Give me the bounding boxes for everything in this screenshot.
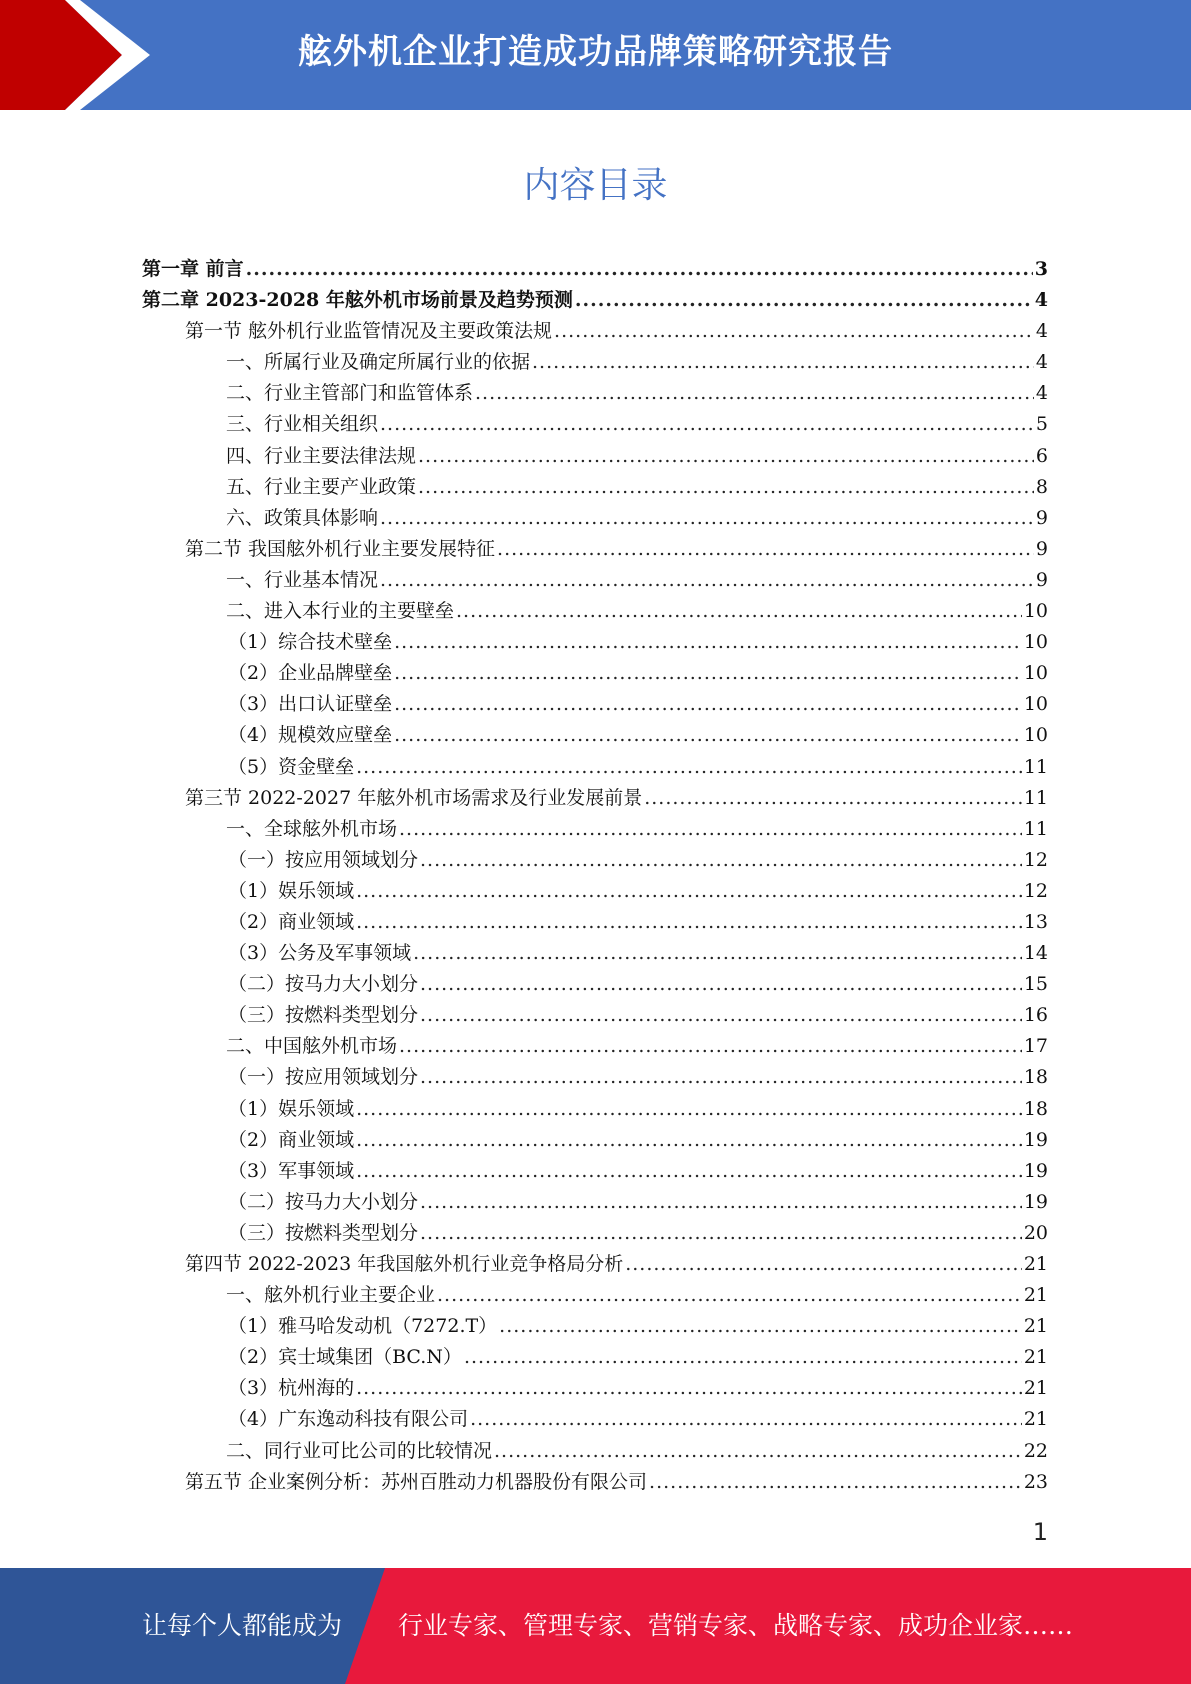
toc-dot-leader <box>413 938 1022 969</box>
toc-dot-leader <box>399 814 1022 845</box>
toc-dot-leader <box>418 441 1034 472</box>
toc-entry-page: 8 <box>1035 475 1048 498</box>
toc-dot-leader <box>418 472 1034 503</box>
toc-dot-leader <box>497 534 1034 565</box>
toc-entry-label: 第一节 舷外机行业监管情况及主要政策法规 <box>185 320 553 343</box>
toc-entry-page: 5 <box>1035 413 1048 436</box>
toc-entry-page: 10 <box>1023 631 1048 654</box>
toc-entry-label: （3）公务及军事领域 <box>228 942 412 965</box>
toc-entry-page: 23 <box>1023 1470 1048 1493</box>
toc-dot-leader <box>356 876 1022 907</box>
toc-entry-label: 一、全球舷外机市场 <box>226 817 398 840</box>
toc-entry[interactable] <box>142 1062 1048 1093</box>
toc-entry-page: 19 <box>1023 1128 1048 1151</box>
toc-entry-label: 第一章 前言 <box>142 258 244 280</box>
toc-entry-label: 一、舷外机行业主要企业 <box>226 1284 436 1307</box>
toc-entry-label: （4）规模效应壁垒 <box>228 724 393 747</box>
toc-entry-label: （二）按马力大小划分 <box>228 973 419 996</box>
toc-entry-page: 9 <box>1035 568 1048 591</box>
toc-dot-leader <box>246 254 1033 285</box>
toc-entry-label: （1）娱乐领域 <box>228 879 355 902</box>
toc-entry-label: （2）商业领域 <box>228 910 355 933</box>
toc-entry-label: （3）杭州海的 <box>228 1377 355 1400</box>
toc-entry-page: 19 <box>1023 1159 1048 1182</box>
toc-dot-leader <box>380 565 1034 596</box>
toc-heading: 内容目录 <box>523 165 668 206</box>
toc-entry-label: （一）按应用领域划分 <box>228 848 419 871</box>
footer-banner <box>0 1568 1191 1684</box>
toc-entry[interactable] <box>142 1436 1048 1467</box>
toc-dot-leader <box>356 752 1022 783</box>
toc-entry-label: （1）雅马哈发动机（7272.T） <box>228 1315 498 1338</box>
toc-entry-label: （三）按燃料类型划分 <box>228 1004 419 1027</box>
toc-entry[interactable] <box>142 254 1048 285</box>
toc-entry-label: 二、进入本行业的主要壁垒 <box>226 600 455 623</box>
toc-entry-label: （三）按燃料类型划分 <box>228 1221 419 1244</box>
toc-entry-page: 3 <box>1034 258 1048 280</box>
toc-entry[interactable] <box>142 503 1048 534</box>
toc-entry[interactable] <box>142 752 1048 783</box>
toc-dot-leader <box>399 1031 1022 1062</box>
toc-entry-page: 18 <box>1023 1066 1048 1089</box>
toc-entry-label: 一、所属行业及确定所属行业的依据 <box>226 351 531 374</box>
toc-entry[interactable] <box>142 565 1048 596</box>
toc-entry-page: 4 <box>1035 382 1048 405</box>
toc-dot-leader <box>470 1404 1022 1435</box>
toc-dot-leader <box>356 1156 1022 1187</box>
toc-entry[interactable] <box>142 689 1048 720</box>
toc-entry-page: 9 <box>1035 506 1048 529</box>
toc-entry-label: 第五节 企业案例分析：苏州百胜动力机器股份有限公司 <box>185 1470 648 1493</box>
toc-entry-label: （一）按应用领域划分 <box>228 1066 419 1089</box>
toc-dot-leader <box>394 658 1022 689</box>
toc-entry[interactable] <box>142 285 1048 316</box>
toc-entry-label: 二、中国舷外机市场 <box>226 1035 398 1058</box>
toc-entry-page: 18 <box>1023 1097 1048 1120</box>
toc-entry-page: 14 <box>1023 942 1048 965</box>
toc-entry-page: 10 <box>1023 600 1048 623</box>
toc-dot-leader <box>380 409 1034 440</box>
toc-dot-leader <box>356 907 1022 938</box>
toc-entry-page: 21 <box>1023 1253 1048 1275</box>
toc-entry[interactable] <box>142 783 1048 814</box>
toc-entry-label: 第二章 2023-2028 年舷外机市场前景及趋势预测 <box>142 289 573 312</box>
toc-entry[interactable] <box>142 1187 1048 1218</box>
toc-entry[interactable] <box>142 1280 1048 1311</box>
toc-entry-label: 一、行业基本情况 <box>226 568 379 591</box>
toc-entry-label: 六、政策具体影响 <box>226 506 379 529</box>
toc-entry-page: 10 <box>1023 724 1048 747</box>
toc-entry[interactable] <box>142 347 1048 378</box>
toc-entry[interactable] <box>142 1156 1048 1187</box>
footer-slogan-right: 行业专家、管理专家、营销专家、战略专家、成功企业家…… <box>398 1611 1074 1640</box>
toc-entry[interactable] <box>142 1218 1048 1249</box>
toc-entry[interactable] <box>142 1031 1048 1062</box>
toc-entry-label: （2）企业品牌壁垒 <box>228 662 393 685</box>
toc-entry[interactable] <box>142 627 1048 658</box>
toc-entry-page: 11 <box>1023 755 1048 778</box>
toc-entry-page: 20 <box>1023 1221 1048 1244</box>
toc-entry-page: 4 <box>1035 351 1048 374</box>
toc-entry[interactable] <box>142 1342 1048 1373</box>
toc-entry-page: 19 <box>1023 1190 1048 1213</box>
toc-entry-label: （1）娱乐领域 <box>228 1097 355 1120</box>
toc-dot-leader <box>575 285 1033 316</box>
toc-entry-label: （3）军事领域 <box>228 1159 355 1182</box>
toc-entry-page: 4 <box>1034 289 1048 312</box>
toc-dot-leader <box>394 627 1022 658</box>
toc-dot-leader <box>420 1000 1022 1031</box>
report-title: 舷外机企业打造成功品牌策略研究报告 <box>298 32 893 72</box>
toc-dot-leader <box>456 596 1022 627</box>
toc-dot-leader <box>554 316 1034 347</box>
toc-dot-leader <box>649 1467 1022 1498</box>
toc-entry-page: 21 <box>1023 1346 1048 1369</box>
toc-entry[interactable] <box>142 845 1048 876</box>
toc-entry-page: 13 <box>1023 910 1048 933</box>
toc-entry-page: 21 <box>1023 1377 1048 1400</box>
toc-dot-leader <box>420 969 1022 1000</box>
toc-entry-label: （5）资金壁垒 <box>228 755 355 778</box>
toc-entry-label: （1）综合技术壁垒 <box>228 631 393 654</box>
toc-entry[interactable] <box>142 378 1048 409</box>
toc-entry-page: 22 <box>1023 1439 1048 1462</box>
toc-entry-label: 五、行业主要产业政策 <box>226 475 417 498</box>
toc-entry-page: 21 <box>1023 1315 1048 1338</box>
toc-entry[interactable] <box>142 1311 1048 1342</box>
toc-entry-label: 第二节 我国舷外机行业主要发展特征 <box>185 537 496 560</box>
toc-entry-page: 16 <box>1023 1004 1048 1027</box>
toc-entry-page: 15 <box>1023 973 1048 996</box>
page-number: 1 <box>1032 1518 1048 1546</box>
toc-entry[interactable] <box>142 938 1048 969</box>
toc-dot-leader <box>475 378 1034 409</box>
toc-dot-leader <box>356 1094 1022 1125</box>
toc-entry-page: 21 <box>1023 1408 1048 1431</box>
chevron-arrow-icon <box>0 0 160 110</box>
header-banner <box>0 0 1191 110</box>
toc-dot-leader <box>394 720 1022 751</box>
toc-entry[interactable] <box>142 1404 1048 1435</box>
toc-entry-page: 12 <box>1023 848 1048 871</box>
toc-entry[interactable] <box>142 969 1048 1000</box>
toc-dot-leader <box>420 1062 1022 1093</box>
toc-entry-page: 17 <box>1023 1035 1048 1058</box>
toc-entry[interactable] <box>142 1467 1048 1498</box>
table-of-contents <box>142 254 1048 1498</box>
toc-entry[interactable] <box>142 1249 1048 1280</box>
toc-dot-leader <box>420 1218 1022 1249</box>
toc-entry[interactable] <box>142 814 1048 845</box>
toc-entry-page: 11 <box>1023 786 1048 809</box>
toc-entry-label: 二、行业主管部门和监管体系 <box>226 382 474 405</box>
toc-dot-leader <box>499 1311 1022 1342</box>
toc-entry-page: 6 <box>1035 444 1048 467</box>
toc-entry-page: 4 <box>1035 320 1048 343</box>
toc-entry[interactable] <box>142 907 1048 938</box>
toc-entry-label: （二）按马力大小划分 <box>228 1190 419 1213</box>
toc-dot-leader <box>420 1187 1022 1218</box>
toc-entry-label: （2）商业领域 <box>228 1128 355 1151</box>
toc-entry[interactable] <box>142 534 1048 565</box>
toc-entry-page: 10 <box>1023 693 1048 716</box>
toc-entry-label: （3）出口认证壁垒 <box>228 693 393 716</box>
toc-entry-page: 21 <box>1023 1284 1048 1307</box>
toc-entry[interactable] <box>142 876 1048 907</box>
toc-dot-leader <box>532 347 1034 378</box>
toc-entry[interactable] <box>142 1373 1048 1404</box>
toc-dot-leader <box>625 1249 1022 1280</box>
toc-entry-page: 10 <box>1023 662 1048 685</box>
toc-entry-label: 二、同行业可比公司的比较情况 <box>226 1439 493 1462</box>
toc-entry[interactable] <box>142 658 1048 689</box>
toc-dot-leader <box>494 1436 1022 1467</box>
toc-entry-label: （4）广东逸动科技有限公司 <box>228 1408 469 1431</box>
toc-dot-leader <box>394 689 1022 720</box>
toc-entry-label: （2）宾士域集团（BC.N） <box>228 1346 462 1369</box>
toc-dot-leader <box>464 1342 1022 1373</box>
toc-dot-leader <box>356 1373 1022 1404</box>
toc-entry[interactable] <box>142 472 1048 503</box>
toc-entry-page: 9 <box>1035 537 1048 560</box>
toc-entry-label: 四、行业主要法律法规 <box>226 444 417 467</box>
toc-dot-leader <box>437 1280 1022 1311</box>
footer-slogan-left: 让每个人都能成为 <box>142 1611 343 1640</box>
toc-entry-label: 第三节 2022-2027 年舷外机市场需求及行业发展前景 <box>185 786 643 809</box>
toc-entry-page: 11 <box>1023 817 1048 840</box>
toc-entry[interactable] <box>142 441 1048 472</box>
toc-dot-leader <box>420 845 1022 876</box>
toc-entry[interactable] <box>142 1125 1048 1156</box>
toc-dot-leader <box>356 1125 1022 1156</box>
toc-entry-label: 第四节 2022-2023 年我国舷外机行业竞争格局分析 <box>185 1253 624 1275</box>
toc-entry[interactable] <box>142 596 1048 627</box>
toc-entry[interactable] <box>142 1094 1048 1125</box>
toc-entry-label: 三、行业相关组织 <box>226 413 379 436</box>
toc-entry[interactable] <box>142 720 1048 751</box>
toc-entry[interactable] <box>142 1000 1048 1031</box>
toc-entry-page: 12 <box>1023 879 1048 902</box>
toc-dot-leader <box>380 503 1034 534</box>
toc-entry[interactable] <box>142 316 1048 347</box>
toc-entry[interactable] <box>142 409 1048 440</box>
toc-dot-leader <box>644 783 1022 814</box>
